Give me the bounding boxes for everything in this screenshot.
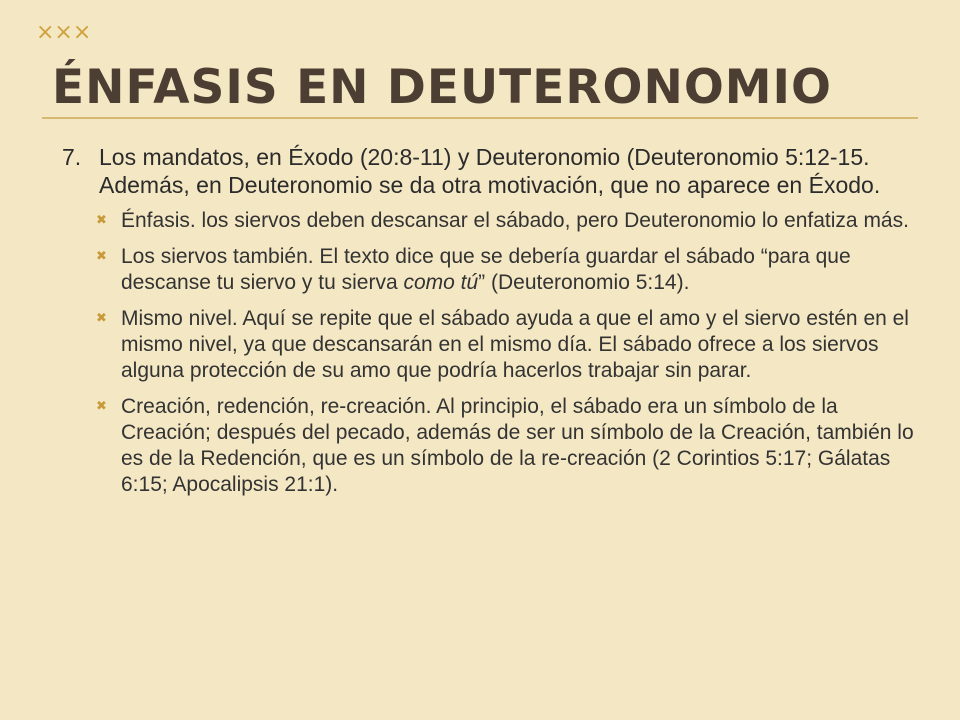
bullet-text <box>121 244 917 296</box>
title-underline <box>42 117 918 119</box>
main-point-text: Los mandatos, en Éxodo (20:8-11) y Deuteronomio (Deuteronomio 5:12-15. Además, en Deuteronomio se da otra motivación, que no aparece en Éxodo. <box>99 144 881 198</box>
bullet-item <box>96 208 917 234</box>
bullet-text <box>121 394 917 498</box>
bullet-text <box>121 306 917 384</box>
bullet-list <box>62 208 917 498</box>
bullet-item <box>96 306 917 384</box>
bullet-body-end: ” (Deuteronomio 5:14). <box>478 271 690 294</box>
main-point <box>62 143 917 199</box>
bullet-heading: Mismo nivel <box>121 307 232 330</box>
slide-title: ÉNFASIS EN DEUTERONOMIO <box>52 60 832 115</box>
bullet-body: . Al principio, el sábado era un símbolo de la Creación; después del pecado, además de ser un símbolo de la Creación, también lo es de la Redención, que es un símbolo de la re-creación (2 Corintios 5:17; Gálatas 6:15; Apocalipsis 21:1). <box>121 395 914 496</box>
x-bullet-icon: ✖ <box>96 399 107 414</box>
x-bullet-icon: ✖ <box>96 249 107 264</box>
bullet-item <box>96 394 917 498</box>
bullet-body: . Aquí se repite que el sábado ayuda a que el amo y el siervo estén en el mismo nivel, ya que descansarán en el mismo día. El sábado ofrece a los siervos alguna protección de su amo que podría hacerlos trabajar sin parar. <box>121 307 909 382</box>
bullet-text <box>121 208 917 234</box>
x-bullet-icon: ✖ <box>96 213 107 228</box>
bullet-heading: Los siervos también <box>121 245 308 268</box>
bullet-item <box>96 244 917 296</box>
bullet-italic: como tú <box>403 271 479 294</box>
bullet-heading: Énfasis <box>121 209 190 232</box>
bullet-body: . El texto dice que se debería guardar el sábado “para que descanse tu siervo y tu sierva <box>121 245 851 294</box>
x-bullet-icon: ✖ <box>96 311 107 326</box>
bullet-heading: Creación, redención, re-creación <box>121 395 426 418</box>
main-point-number: 7. <box>62 144 82 170</box>
slide-content <box>62 143 917 508</box>
bullet-body: . los siervos deben descansar el sábado, pero Deuteronomio lo enfatiza más. <box>189 209 909 232</box>
corner-x-decoration: ××× <box>36 20 92 45</box>
